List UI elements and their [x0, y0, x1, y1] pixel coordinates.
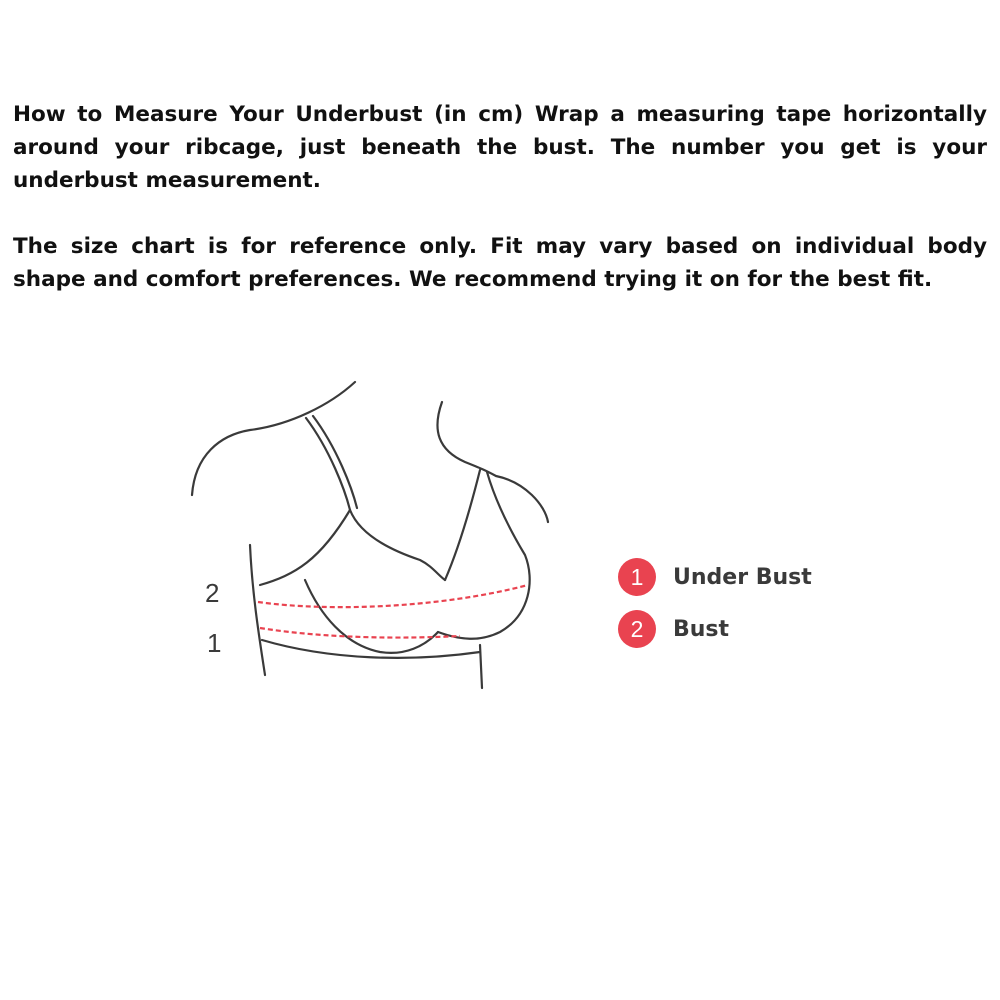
left-strap-outline — [306, 418, 445, 580]
measure-instructions-text: How to Measure Your Underbust (in cm) Wrap a measuring tape horizontally around your ribcage, just beneath the bust. The number you get is your underbust measurement. — [13, 102, 987, 193]
legend-item-under-bust — [618, 557, 938, 597]
bra-measurement-diagram — [180, 370, 560, 700]
left-strap-inner-outline — [313, 416, 357, 508]
bust-line-number: 2 — [205, 578, 220, 608]
legend-label: Bust — [673, 616, 730, 642]
underbust-line-number: 1 — [207, 628, 222, 658]
legend-item-bust — [618, 609, 938, 649]
bust-measure-line — [258, 585, 528, 607]
left-cup-outline — [260, 510, 350, 585]
underbust-measure-line — [260, 628, 460, 638]
size-chart-disclaimer-text: The size chart is for reference only. Fit may vary based on individual body shape and comfort preferences. We recommend trying it on for the best fit. — [13, 234, 987, 292]
legend-label: Under Bust — [673, 564, 812, 590]
left-shoulder-outline — [192, 382, 355, 495]
back-torso-line — [250, 545, 265, 675]
right-strap-inner-outline — [438, 472, 530, 639]
legend-number-badge: 2 — [618, 610, 656, 648]
right-shoulder-outline — [437, 402, 548, 522]
legend-number-badge: 1 — [618, 558, 656, 596]
left-cup-lower-outline — [305, 580, 438, 653]
right-strap-outline — [445, 470, 480, 580]
front-torso-line — [480, 645, 482, 688]
